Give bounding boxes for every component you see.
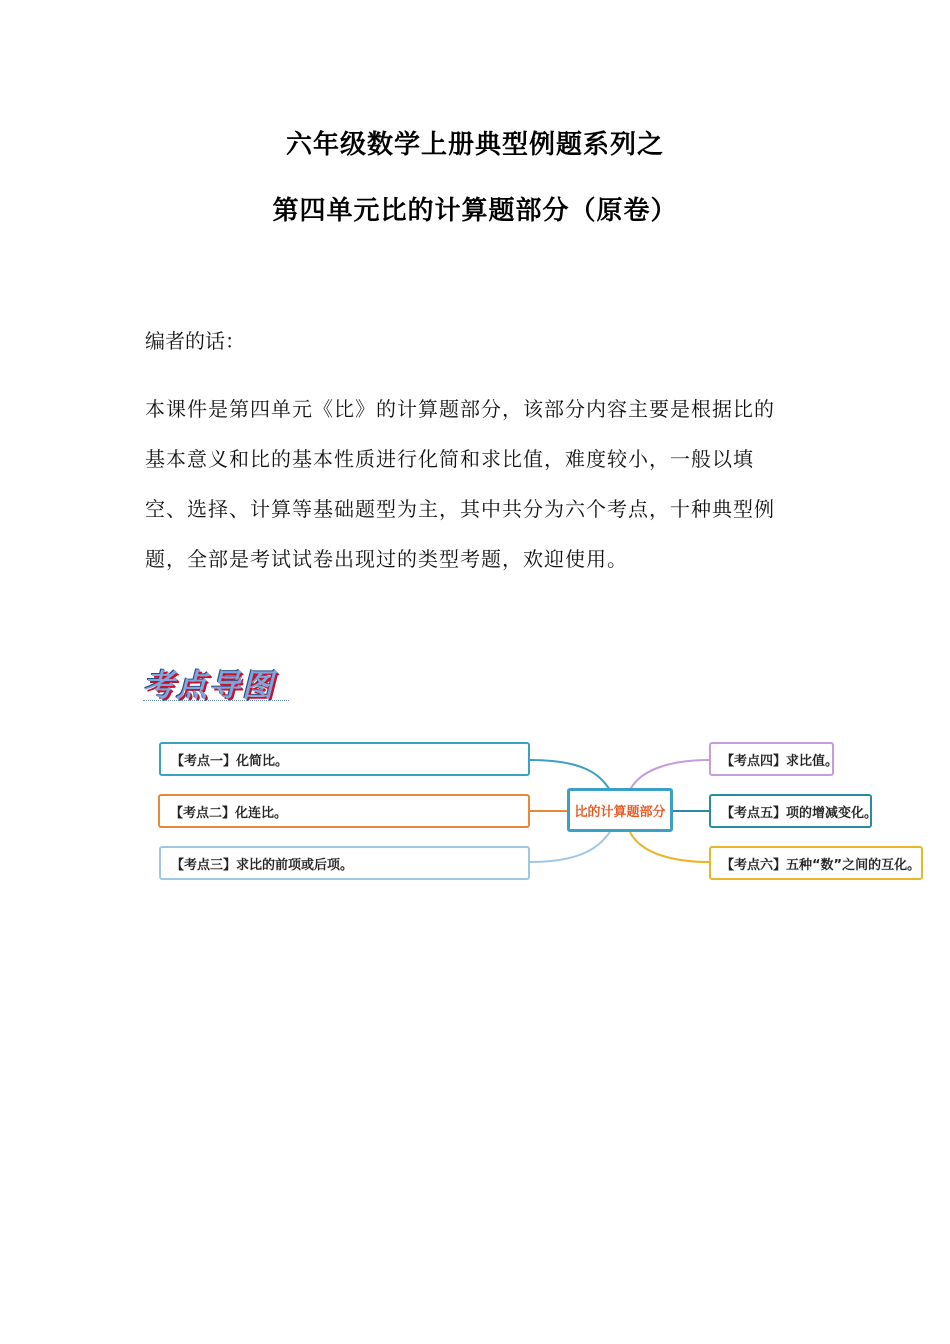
document-title-line-1: 六年级数学上册典型例题系列之 (285, 130, 664, 160)
editor-note-text: 本课件是第四单元《比》的计算题部分，该部分内容主要是根据比的基本意义和比的基本性质进行化简和求比值，难度较小，一般以填空、选择、计算等基础题型为主，其中共分为六个考点，十种典型例题，全部是考试试卷出现过的类型考题，欢迎使用。 (145, 397, 775, 571)
section-heading-mindmap: 考点导图 (143, 668, 275, 704)
document-title-line-2: 第四单元比的计算题部分（原卷） (272, 196, 678, 226)
editor-note-label: 编者的话： (145, 329, 245, 353)
mindmap-node-kaodian-3: 【考点三】求比的前项或后项。 (159, 846, 530, 880)
mindmap-node-kaodian-5: 【考点五】项的增减变化。 (709, 794, 872, 828)
connector-left-3 (530, 832, 610, 862)
mindmap-node-kaodian-4: 【考点四】求比值。 (709, 742, 834, 776)
connector-right-1 (630, 760, 709, 790)
mindmap-node-kaodian-6: 【考点六】五种“数”之间的互化。 (709, 846, 923, 880)
mindmap-node-kaodian-1: 【考点一】化简比。 (159, 742, 530, 776)
section-heading-underline (143, 700, 289, 701)
mindmap-node-kaodian-2: 【考点二】化连比。 (158, 794, 530, 828)
mindmap-center-node: 比的计算题部分 (567, 788, 673, 832)
connector-right-3 (630, 832, 709, 862)
connector-left-1 (530, 760, 610, 790)
